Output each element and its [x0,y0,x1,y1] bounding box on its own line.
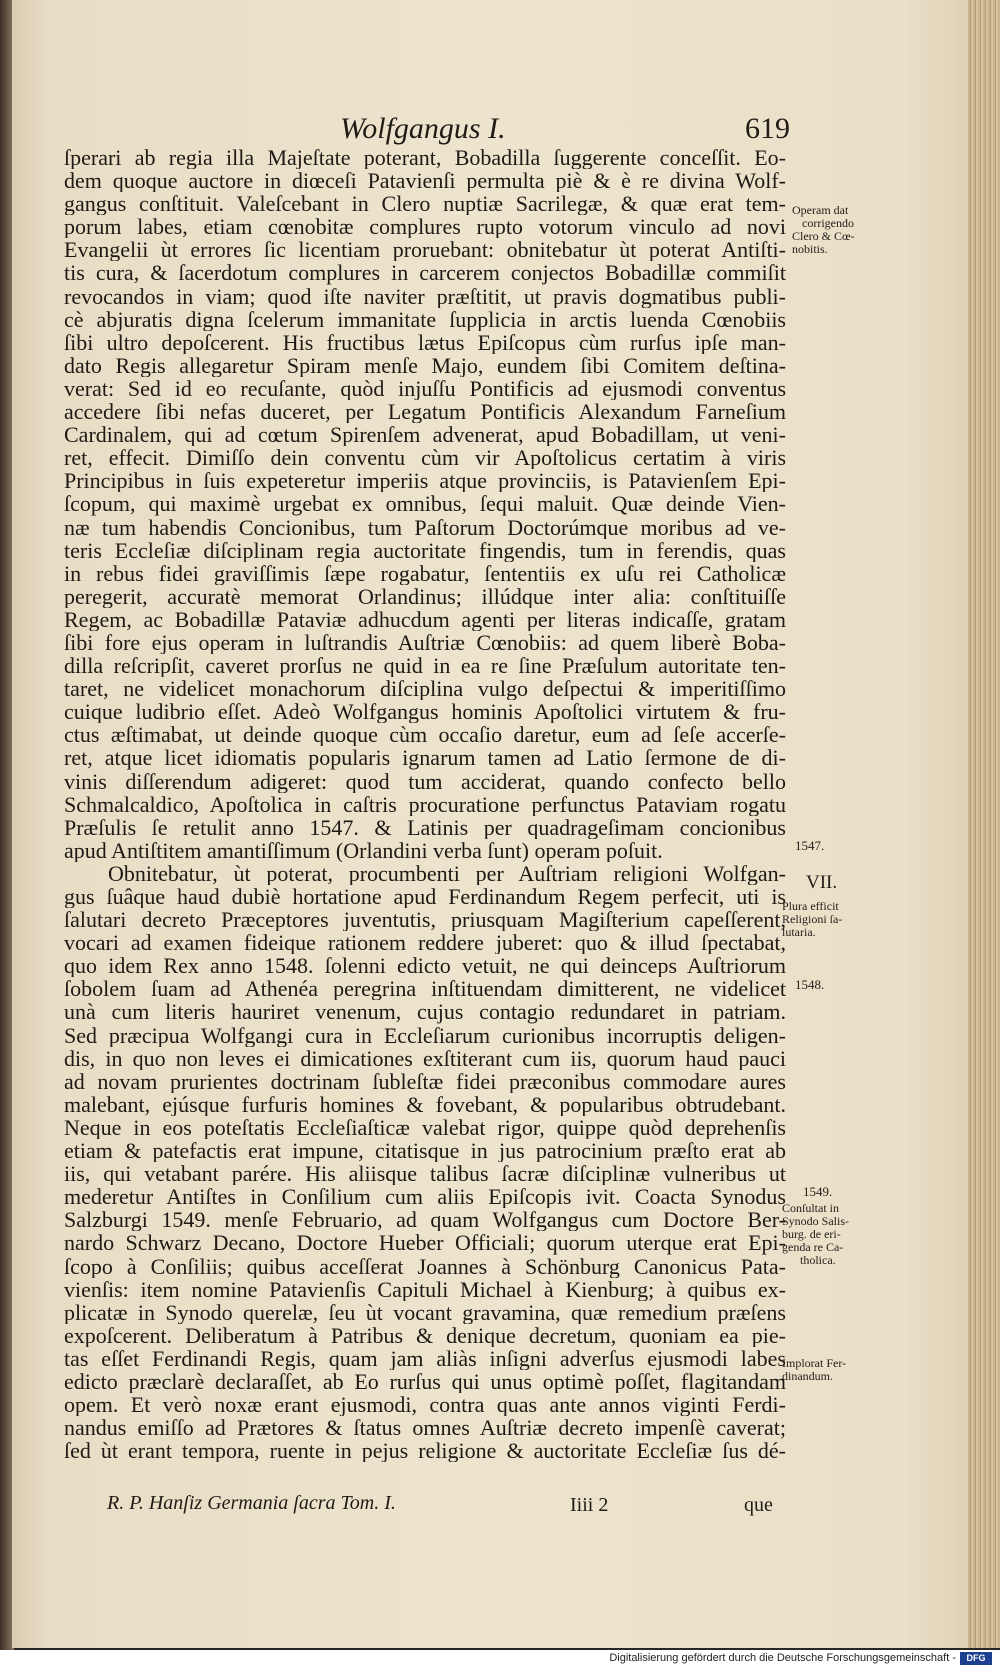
text-line: ſperari ab regia illa Majeſtate poterant, Bobadilla ſuggerente conceſſit. Eo- [64,146,786,170]
dfg-logo-icon: DFG [960,1652,992,1665]
text-line: ret, atque licet idiomatis popularis ignarum tamen ad Latio ſermone de di- [64,746,786,770]
text-line: malebant, ejúsque furfuris homines & fovebant, & popularibus obtrudebant. [64,1092,786,1116]
text-line: apud Antiſtitem amantiſſimum (Orlandini verba ſunt) operam poſuit. [64,838,663,862]
text-line: ſobolem ſuam ad Athenéa peregrina inſtituendam dimitterent, ne videlicet [64,977,786,1001]
text-line: ctus æſtimabat, ut deinde quoque cùm occaſio daretur, eum ad ſeſe accerſe- [64,723,786,747]
text-line: iis, qui vetabant parére. His aliisque talibus ſacræ diſciplinæ vulneribus ut [64,1162,786,1186]
text-line: gangus conſtituit. Valeſcebant in Clero nuptiæ Sacrilegæ, & quæ erat tem- [64,192,786,216]
margin-note-line: tholica. [800,1253,836,1267]
text-line: nandus emiſſo ad Prætores & ſtatus omnes Auſtriæ decreto impenſè caverat; [64,1416,786,1440]
text-line: Schmalcaldico, Apoſtolica in caſtris procuratione perfunctus Pataviam rogatu [64,792,786,816]
margin-note-line: corrigendo [802,216,854,230]
margin-note-operam [792,204,855,256]
margin-note-line: nobitis. [792,242,828,256]
text-line: ret, effecit. Dimiſſo dein conventu cùm vir Apoſtolicus certatim à viris [64,446,786,470]
text-line: Cardinalem, qui ad cœtum Spirenſem advenerat, apud Bobadillam, ut veni- [64,423,786,447]
margin-note-line: burg. de eri- [782,1227,841,1241]
running-title: Wolfgangus I. [340,112,506,145]
margin-note-line: Clero & Cœ- [792,229,855,243]
margin-note-line: Synodo Salis- [782,1214,850,1228]
text-line: cè abjuratis digna ſcelerum immanitate ſupplicia in arctis luenda Cœnobiis [64,307,786,331]
text-line: cuique ludibrio eſſet. Adeò Wolfgangus hominis Apoſtolici virtutem & fru- [64,700,786,724]
text-line: plicatæ in Synodo querelæ, ſeu ùt vocant gravamina, quæ remedium præſens [64,1300,786,1324]
text-line: nardo Schwarz Decano, Doctore Hueber Officiali; quorum uterque erat Epi- [64,1231,786,1255]
text-line: Evangelii ùt errores ſic licentiam proruebant: obnitebatur ùt poterat Antiſti- [64,238,786,262]
text-line: verat: Sed id eo recuſante, quòd injuſſu Pontificis ad ejusmodi conventus [64,376,786,401]
text-line: porum labes, etiam cœnobitæ complures rupto votorum vinculo ad novi [64,215,786,239]
text-line: opem. Et verò noxæ erant ejusmodi, contra quas ante annos viginti Ferdi- [64,1393,786,1417]
main-text-block [64,146,786,1462]
text-line: unà cum literis hauriret venenum, cujus contagio redundaret in patriam. [64,1000,786,1024]
margin-year-1549: 1549. [803,1184,833,1199]
margin-note-plura [782,900,842,939]
text-line: gus ſuâque haud dubiè hortatione apud Ferdinandum Regem perfecit, uti is [64,885,786,909]
signature-mark: Iiii 2 [570,1494,609,1516]
text-line: Neque in eos poteſtatis Eccleſiaſticæ valebat rigor, quippe quòd deprehenſis [64,1115,786,1140]
text-line: tas eſſet Ferdinandi Regis, quam jam aliàs inſigni adverſus ejusmodi labes [64,1346,786,1370]
text-line: Regem, ac Bobadillæ Pataviæ adhucdum agenti per literas indicaſſe, gratam [64,607,786,631]
text-line: expoſcerent. Deliberatum à Patribus & denique decretum, quoniam ea pie- [64,1323,786,1347]
text-line: ſalutari decreto Præceptores juventutis, priusquam Magiſterium capeſſerent, [64,908,786,932]
text-line: dis, in quo non leves ei dimicationes exſtiterant cum iis, quorum haud pauci [64,1046,786,1070]
text-line: peregerit, accuratè memorat Orlandinus; illúdque inter alia: conſtituiſſe [64,584,786,608]
text-line: dilla reſcripſit, caveret prorſus ne quid in ea re ſine Præſulum autoritate ten- [64,654,786,678]
text-line: ſcopo à Conſiliis; quibus acceſſerat Joannes à Schönburg Canonicus Pata- [64,1254,786,1278]
margin-note-line: dinandum. [782,1369,833,1383]
text-line: etiam & patefactis erat impune, citatisque in jus patrocinium præſto erat ab [64,1139,786,1163]
margin-section-number: VII. [806,872,838,893]
text-line: Principibus in ſuis expeteretur imperiis atque provinciis, is Patavienſem Epi- [64,469,786,493]
text-line: tis cura, & ſacerdotum complures in carcerem conjectos Bobadillæ commiſit [64,261,786,285]
text-line: teris Eccleſiæ diſciplinam regia auctoritate fingendis, tum in ferendis, quas [64,538,786,562]
text-line: ſcopum, qui maximè urgebat ex omnibus, ſequi maluit. Quæ deinde Vien- [64,492,786,516]
text-line: edicto præclarè declaraſſet, ab Eo rurſus qui unus optimè poſſet, flagitandam [64,1369,786,1394]
text-line: vienſis: item nomine Patavienſis Capituli Michael à Kienburg; à quibus ex- [64,1277,786,1301]
text-line: revocandos in viam; quod iſte naviter præſtitit, ut pravis dogmatibus publi- [64,284,786,308]
page-number: 619 [745,112,790,145]
margin-note-line: Operam dat [792,203,849,217]
margin-note-line: lutaria. [782,925,816,939]
page-stack-edge [968,0,1000,1648]
text-line: quo idem Rex anno 1548. ſolenni edicto vetuit, ne qui deinceps Auſtriorum [64,954,786,978]
footer-bibliographic-note: R. P. Hanſiz Germania ſacra Tom. I. [107,1492,396,1514]
margin-note-implorat [782,1357,846,1383]
text-line: ad novam prurientes doctrinam ſubleſtæ fidei præconibus commodare aures [64,1069,786,1093]
text-line: Præſulis ſe retulit anno 1547. & Latinis per quadrageſimam concionibus [64,815,786,839]
text-line: Obnitebatur, ùt poterat, procumbenti per Auſtriam religioni Wolfgan- [108,861,786,885]
text-line: Salzburgi 1549. menſe Februario, ad quam Wolfgangus cum Doctore Ber- [64,1208,786,1232]
text-line: Sed præcipua Wolfgangi cura in Eccleſiarum curionibus incorruptis deligen- [64,1023,786,1047]
text-line: vocari ad examen fideique rationem reddere juberet: quo & illud ſpectabat, [64,931,786,955]
text-line: taret, ne videlicet monachorum diſciplina vulgo deſpectui & imperitiſſimo [64,677,786,701]
text-line: ſed ùt erant tempora, ruente in pejus religione & auctoritate Eccleſiæ ſus dé- [64,1439,786,1463]
text-line: ſibi fore ejus operam in luſtrandis Auſtriæ Cœnobiis: ad quem liberè Boba- [64,630,786,655]
text-line: ſibi ultro depoſcerent. His fructibus lætus Epiſcopus cùm rurſus ipſe man- [64,330,786,354]
margin-note-line: genda re Ca- [782,1240,844,1254]
digitization-credit: Digitalisierung gefördert durch die Deutsche Forschungsgemeinschaft - [609,1652,956,1664]
text-line: næ tum habendis Concionibus, tum Paſtorum Doctorúmque moribus ad ve- [64,515,786,539]
text-line: dato Regis allegaretur Spiram menſe Majo, eundem ſibi Comitem deſtina- [64,353,786,377]
margin-year-1547: 1547. [795,838,825,853]
catchword: que [744,1494,773,1516]
margin-note-line: Plura efficit [782,899,839,913]
text-line: dem quoque auctore in diœceſi Patavienſi permulta piè & è re divina Wolf- [64,169,786,193]
margin-note-line: Conſultat in [782,1201,839,1215]
text-line: accedere ſibi nefas duceret, per Legatum Pontificis Alexandum Farneſium [64,400,786,424]
margin-note-consultat [782,1202,849,1267]
text-line: in rebus fidei graviſſimis ſæpe rogabatur, ſententiis ex uſu rei Catholicæ [64,561,786,585]
margin-note-line: Implorat Fer- [782,1356,847,1370]
margin-year-1548: 1548. [795,977,825,992]
margin-note-line: Religioni ſa- [782,912,843,926]
text-line: mederetur Antiſtes in Conſilium cum aliis Epiſcopis ivit. Coacta Synodus [64,1185,786,1209]
text-line: vinis diſſerendum adigeret: quod tum acciderat, quando confecto bello [64,769,786,793]
